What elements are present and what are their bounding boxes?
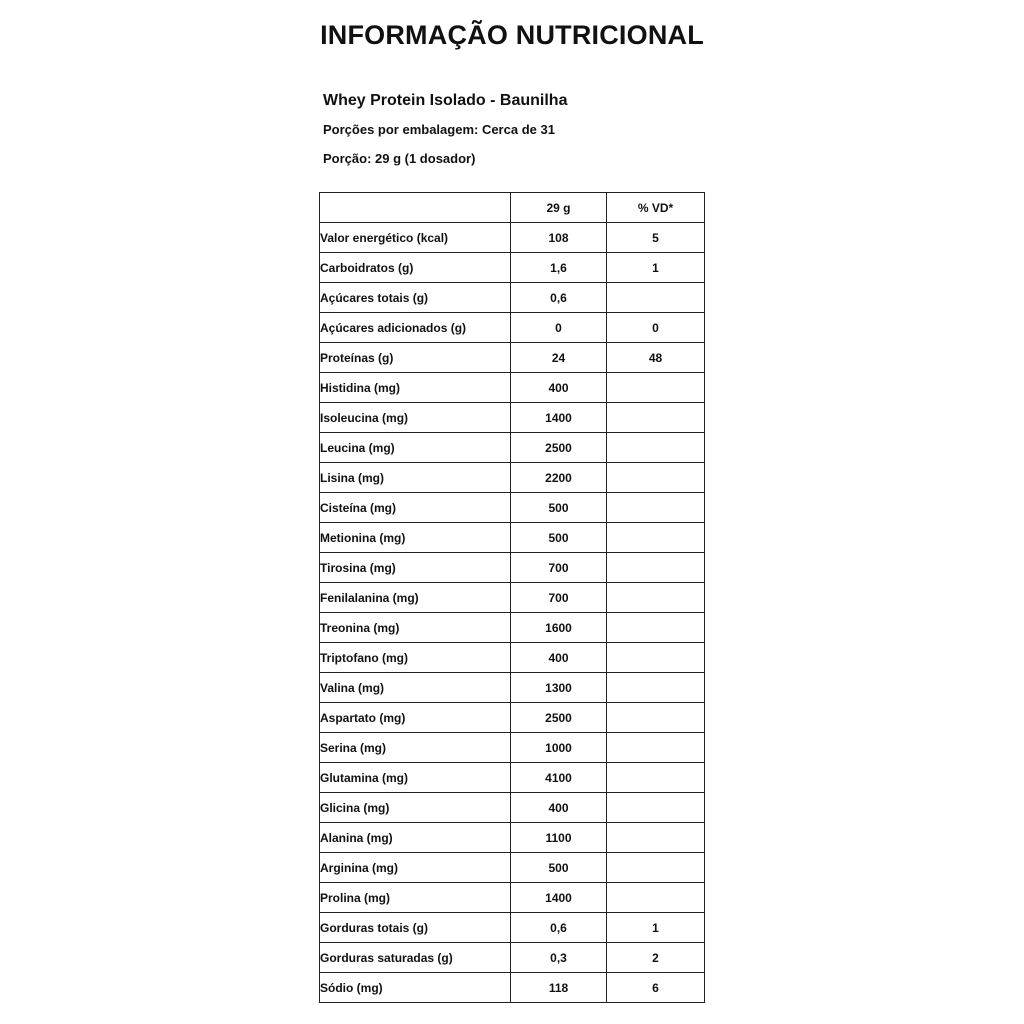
nutrient-daily-value: [607, 853, 705, 883]
nutrient-daily-value: [607, 793, 705, 823]
table-row: [320, 823, 705, 853]
nutrient-daily-value: 6: [607, 973, 705, 1003]
nutrient-name: Açúcares adicionados (g): [320, 313, 511, 343]
nutrient-daily-value: [607, 403, 705, 433]
nutrient-amount: 1100: [511, 823, 607, 853]
nutrient-daily-value: 0: [607, 313, 705, 343]
nutrient-daily-value: [607, 463, 705, 493]
nutrient-name: Cisteína (mg): [320, 493, 511, 523]
nutrient-amount: 700: [511, 583, 607, 613]
nutrient-amount: 1400: [511, 883, 607, 913]
nutrient-name: Leucina (mg): [320, 433, 511, 463]
table-row: [320, 283, 705, 313]
nutrient-amount: 500: [511, 493, 607, 523]
nutrient-name: Proteínas (g): [320, 343, 511, 373]
nutrient-daily-value: 2: [607, 943, 705, 973]
product-name: Whey Protein Isolado - Baunilha: [323, 92, 568, 109]
nutrient-amount: 0: [511, 313, 607, 343]
nutrient-name: Sódio (mg): [320, 973, 511, 1003]
nutrient-daily-value: [607, 553, 705, 583]
table-row: [320, 973, 705, 1003]
table-row: [320, 643, 705, 673]
nutrient-amount: 400: [511, 373, 607, 403]
nutrient-name: Gorduras totais (g): [320, 913, 511, 943]
nutrient-name: Triptofano (mg): [320, 643, 511, 673]
nutrient-amount: 2500: [511, 433, 607, 463]
table-row: [320, 673, 705, 703]
table-row: [320, 253, 705, 283]
nutrient-amount: 400: [511, 793, 607, 823]
table-row: [320, 913, 705, 943]
nutrient-name: Serina (mg): [320, 733, 511, 763]
table-row: [320, 433, 705, 463]
nutrient-amount: 500: [511, 523, 607, 553]
nutrient-daily-value: 5: [607, 223, 705, 253]
nutrient-daily-value: [607, 523, 705, 553]
table-row: [320, 403, 705, 433]
nutrient-name: Valina (mg): [320, 673, 511, 703]
table-row: [320, 463, 705, 493]
table-row: [320, 763, 705, 793]
nutrient-name: Tirosina (mg): [320, 553, 511, 583]
nutrition-table: [319, 192, 705, 1003]
table-row: [320, 883, 705, 913]
nutrient-daily-value: [607, 733, 705, 763]
portions-per-package: Porções por embalagem: Cerca de 31: [323, 122, 555, 137]
nutrient-amount: 118: [511, 973, 607, 1003]
table-header-row: [320, 193, 705, 223]
nutrient-name: Carboidratos (g): [320, 253, 511, 283]
nutrient-name: Lisina (mg): [320, 463, 511, 493]
nutrient-amount: 0,6: [511, 913, 607, 943]
column-header-amount: 29 g: [511, 193, 607, 223]
nutrient-name: Histidina (mg): [320, 373, 511, 403]
nutrient-amount: 500: [511, 853, 607, 883]
nutrient-name: Arginina (mg): [320, 853, 511, 883]
table-row: [320, 793, 705, 823]
nutrient-amount: 400: [511, 643, 607, 673]
nutrient-name: Treonina (mg): [320, 613, 511, 643]
nutrient-name: Aspartato (mg): [320, 703, 511, 733]
nutrient-amount: 1600: [511, 613, 607, 643]
table-row: [320, 523, 705, 553]
nutrient-amount: 1400: [511, 403, 607, 433]
nutrient-amount: 700: [511, 553, 607, 583]
nutrient-name: Prolina (mg): [320, 883, 511, 913]
table-row: [320, 373, 705, 403]
nutrient-daily-value: [607, 673, 705, 703]
nutrient-name: Metionina (mg): [320, 523, 511, 553]
table-row: [320, 343, 705, 373]
table-row: [320, 613, 705, 643]
nutrient-amount: 0,3: [511, 943, 607, 973]
nutrition-table-body: [320, 223, 705, 1003]
nutrient-daily-value: [607, 763, 705, 793]
nutrient-amount: 1,6: [511, 253, 607, 283]
nutrient-daily-value: 48: [607, 343, 705, 373]
nutrient-name: Açúcares totais (g): [320, 283, 511, 313]
nutrient-daily-value: [607, 703, 705, 733]
nutrient-daily-value: [607, 493, 705, 523]
nutrient-amount: 2500: [511, 703, 607, 733]
nutrient-daily-value: [607, 823, 705, 853]
column-header-vd: % VD*: [607, 193, 705, 223]
table-row: [320, 493, 705, 523]
nutrient-amount: 2200: [511, 463, 607, 493]
nutrient-amount: 24: [511, 343, 607, 373]
table-row: [320, 853, 705, 883]
table-row: [320, 223, 705, 253]
nutrient-name: Alanina (mg): [320, 823, 511, 853]
nutrient-amount: 4100: [511, 763, 607, 793]
nutrient-amount: 1300: [511, 673, 607, 703]
table-row: [320, 553, 705, 583]
table-row: [320, 313, 705, 343]
serving-size: Porção: 29 g (1 dosador): [323, 151, 476, 166]
column-header-name: [320, 193, 511, 223]
nutrient-amount: 0,6: [511, 283, 607, 313]
nutrient-name: Glutamina (mg): [320, 763, 511, 793]
nutrient-daily-value: 1: [607, 913, 705, 943]
nutrient-name: Gorduras saturadas (g): [320, 943, 511, 973]
nutrient-daily-value: 1: [607, 253, 705, 283]
nutrient-amount: 1000: [511, 733, 607, 763]
nutrient-name: Valor energético (kcal): [320, 223, 511, 253]
nutrient-daily-value: [607, 643, 705, 673]
nutrient-name: Isoleucina (mg): [320, 403, 511, 433]
table-row: [320, 733, 705, 763]
nutrient-amount: 108: [511, 223, 607, 253]
nutrient-daily-value: [607, 613, 705, 643]
nutrient-daily-value: [607, 883, 705, 913]
nutrient-daily-value: [607, 583, 705, 613]
nutrient-daily-value: [607, 373, 705, 403]
table-row: [320, 943, 705, 973]
table-row: [320, 583, 705, 613]
nutrient-daily-value: [607, 433, 705, 463]
nutrient-name: Fenilalanina (mg): [320, 583, 511, 613]
nutrient-daily-value: [607, 283, 705, 313]
page-title: INFORMAÇÃO NUTRICIONAL: [320, 20, 704, 50]
nutrient-name: Glicina (mg): [320, 793, 511, 823]
table-row: [320, 703, 705, 733]
